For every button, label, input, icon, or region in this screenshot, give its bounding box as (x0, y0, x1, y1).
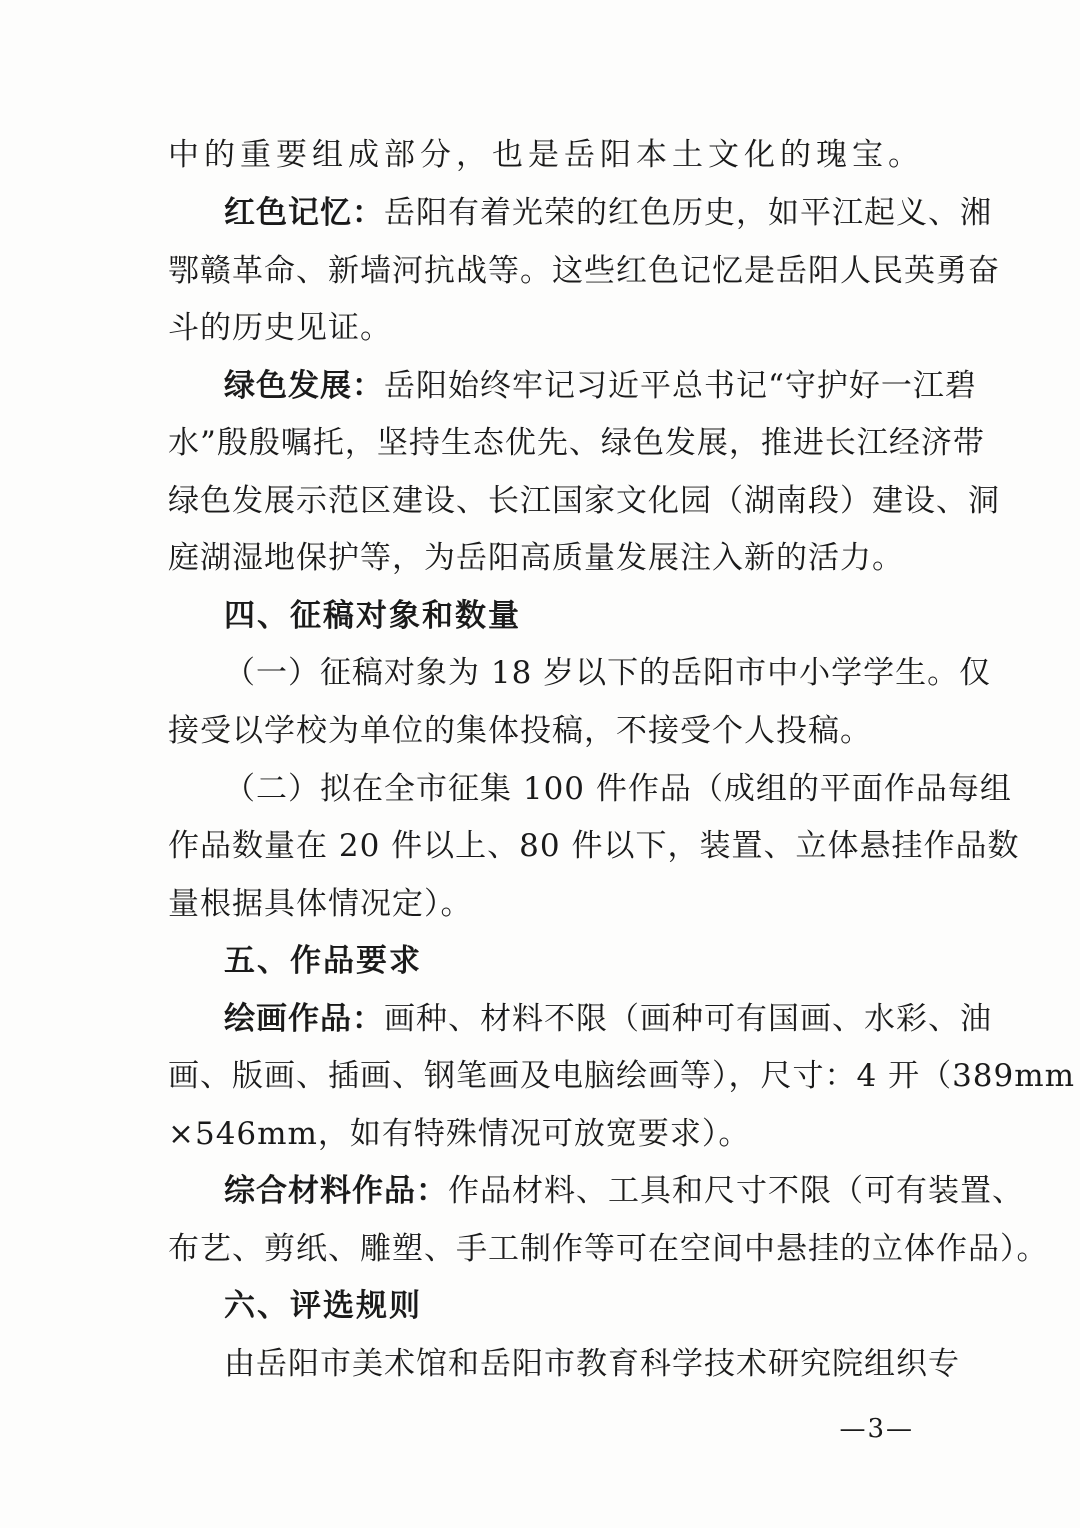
paragraph-line: 水”殷殷嘱托，坚持生态优先、绿色发展，推进长江经济带 (168, 425, 985, 461)
paragraph-line: 量根据具体情况定）。 (168, 886, 473, 922)
paragraph-line: 接受以学校为单位的集体投稿，不接受个人投稿。 (168, 713, 872, 749)
paragraph-line-red-memory: 红色记忆：岳阳有着光荣的红色历史，如平江起义、湘 (224, 195, 992, 231)
paragraph-line-mixed-media: 综合材料作品：作品材料、工具和尺寸不限（可有装置、 (224, 1173, 1024, 1209)
paragraph-line: 庭湖湿地保护等，为岳阳高质量发展注入新的活力。 (168, 540, 904, 576)
paragraph-line: 斗的历史见证。 (168, 310, 392, 346)
paragraph-line: 画、版画、插画、钢笔画及电脑绘画等），尺寸：4 开（389mm (168, 1058, 1076, 1094)
page-number: —3— (839, 1414, 914, 1444)
paragraph-line-painting: 绘画作品：画种、材料不限（画种可有国画、水彩、油 (224, 1001, 992, 1037)
paragraph-line: 由岳阳市美术馆和岳阳市教育科学技术研究院组织专 (224, 1346, 960, 1382)
paragraph-line: ×546mm，如有特殊情况可放宽要求）。 (168, 1116, 751, 1152)
paragraph-line-green-development: 绿色发展：岳阳始终牢记习近平总书记“守护好一江碧 (224, 368, 977, 404)
paragraph-line: 中的重要组成部分，也是岳阳本土文化的瑰宝。 (168, 137, 920, 173)
paragraph-line: （二）拟在全市征集 100 件作品（成组的平面作品每组 (224, 771, 1012, 807)
paragraph-line: 布艺、剪纸、雕塑、手工制作等可在空间中悬挂的立体作品）。 (168, 1231, 1049, 1267)
paragraph-line: （一）征稿对象为 18 岁以下的岳阳市中小学学生。仅 (224, 655, 992, 691)
paragraph-line: 作品数量在 20 件以上、80 件以下，装置、立体悬挂作品数 (168, 828, 1020, 864)
red-memory-label: 红色记忆： (224, 195, 384, 231)
green-development-label: 绿色发展： (224, 368, 384, 404)
section-heading-submission: 四、征稿对象和数量 (224, 598, 521, 634)
section-heading-judging: 六、评选规则 (224, 1288, 422, 1324)
mixed-media-label: 综合材料作品： (224, 1173, 448, 1209)
paragraph-line: 鄂赣革命、新墙河抗战等。这些红色记忆是岳阳人民英勇奋 (168, 253, 1000, 289)
paragraph-line: 绿色发展示范区建设、长江国家文化园（湖南段）建设、洞 (168, 483, 1000, 519)
section-heading-requirements: 五、作品要求 (224, 943, 422, 979)
painting-label: 绘画作品： (224, 1001, 384, 1037)
